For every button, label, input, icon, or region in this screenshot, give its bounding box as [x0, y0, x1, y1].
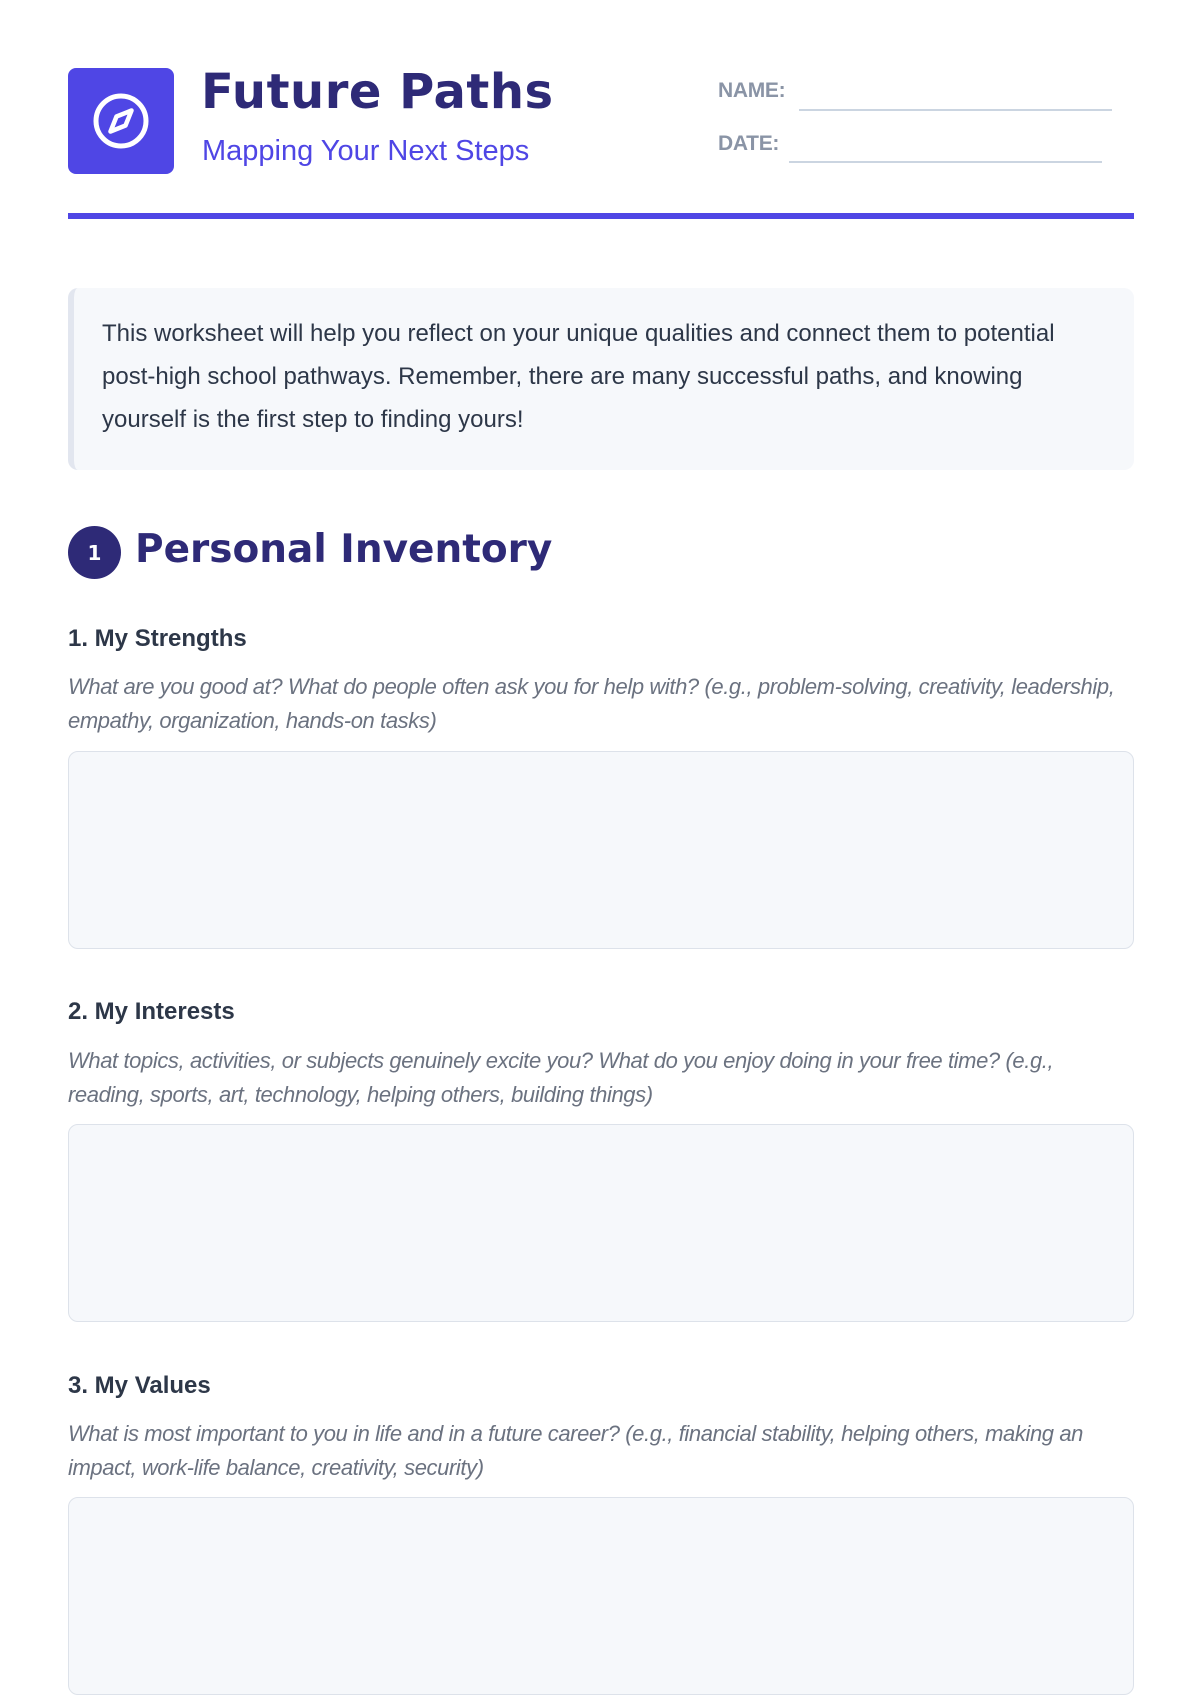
name-field[interactable] [799, 109, 1112, 111]
question-hint-interests: What topics, activities, or subjects genuinely excite you? What do you enjoy doing in your free time? (e.g., reading, sports, art, technology, helping others, building things) [68, 1048, 1054, 1107]
question-hint-values: What is most important to you in life and in a future career? (e.g., financial stability, helping others, making an impact, work-life balance, creativity, security) [68, 1421, 1084, 1480]
page-title: Future Paths [201, 64, 554, 120]
date-label: DATE: [718, 132, 780, 155]
section-number-badge: 1 [68, 526, 121, 579]
intro-text: This worksheet will help you reflect on your unique qualities and connect them to potential post-high school pathways. Remember, there are many successful paths, and knowing yourself is the first step to finding yours! [102, 320, 1055, 433]
worksheet-page [68, 0, 1134, 1600]
question-title-strengths: 1. My Strengths [68, 625, 247, 652]
worksheet-header [68, 64, 1134, 174]
answer-box-interests[interactable] [68, 1124, 1134, 1322]
question-hint-strengths: What are you good at? What do people often ask you for help with? (e.g., problem-solving, creativity, leadership, empathy, organization, hands-on tasks) [68, 674, 1115, 733]
page-subtitle: Mapping Your Next Steps [202, 135, 530, 167]
question-title-interests: 2. My Interests [68, 998, 235, 1025]
header-divider [68, 213, 1134, 219]
logo [68, 68, 174, 174]
name-label: NAME: [718, 79, 786, 102]
intro-note [68, 288, 1134, 470]
answer-box-strengths[interactable] [68, 751, 1134, 949]
date-field[interactable] [789, 161, 1102, 163]
answer-box-values[interactable] [68, 1497, 1134, 1695]
section-title: Personal Inventory [135, 527, 553, 572]
question-title-values: 3. My Values [68, 1372, 211, 1399]
compass-icon [90, 90, 152, 152]
